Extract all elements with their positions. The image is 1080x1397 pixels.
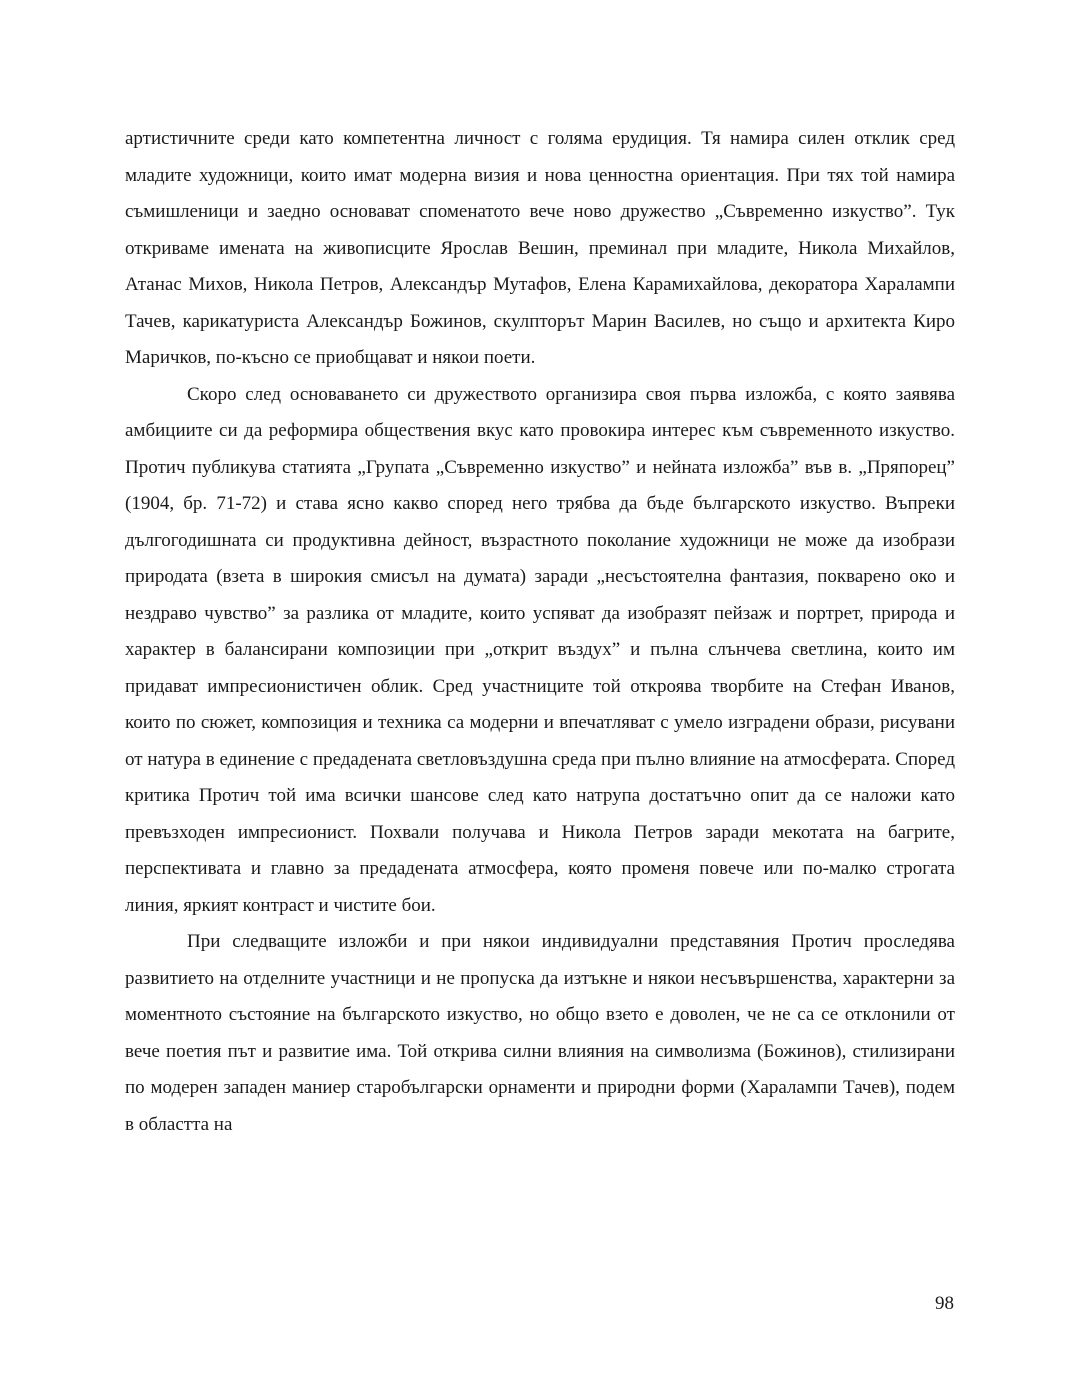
body-text [125, 121, 955, 1143]
page-number: 98 [935, 1293, 954, 1314]
paragraph-3: При следващите изложби и при някои индивидуални представяния Протич проследява развитието на отделните участници и не пропуска да изтъкне и някои несъвършенства, характерни за моментното състояние на българското изкуство, но общо взето е доволен, че не са се отклонили от вече поетия път и развитие има. Той открива силни влияния на символизма (Божинов), стилизирани по модерен западен маниер старобългарски орнаменти и природни форми (Харалампи Тачев), подем в областта на [125, 931, 955, 1135]
paragraph-2: Скоро след основаването си дружеството организира своя първа изложба, с която заявява амбициите си да реформира обществения вкус като провокира интерес към съвременното изкуство. Протич публикува статията „Групата „Съвременно изкуство” и нейната изложба” във в. „Пряпорец” (1904, бр. 71-72) и става ясно какво според него трябва да бъде българското изкуство. Въпреки дългогодишната си продуктивна дейност, възрастното поколание художници не може да изобрази природата (взета в широкия смисъл на думата) заради „несъстоятелна фантазия, покварено око и нездраво чувство” за разлика от младите, които успяват да изобразят пейзаж и портрет, природа и характер в балансирани композиции при „открит въздух” и пълна слънчева светлина, които им придават импресионистичен облик. Сред участниците той откроява творбите на Стефан Иванов, които по сюжет, композиция и техника са модерни и впечатляват с умело изградени образи, рисувани от натура в единение с предадената светловъздушна среда при пълно влияние на атмосферата. Според критика Протич той има всички шансове след като натрупа достатъчно опит да се наложи като превъзходен импресионист. Похвали получава и Никола Петров заради мекотата на багрите, перспективата и главно за предадената атмосфера, която променя повече или по-малко строгата линия, яркият контраст и чистите бои. [125, 383, 955, 916]
paragraph-1: артистичните среди като компетентна личност с голяма ерудиция. Тя намира силен отклик сред младите художници, които имат модерна визия и нова ценностна ориентация. При тях той намира съмишленици и заедно основават споменатото вече ново дружество „Съвременно изкуство”. Тук откриваме имената на живописците Ярослав Вешин, преминал при младите, Никола Михайлов, Атанас Михов, Никола Петров, Александър Мутафов, Елена Карамихайлова, декоратора Харалампи Тачев, карикатуриста Александър Божинов, скулпторът Марин Василев, но също и архитекта Киро Маричков, по-късно се приобщават и някои поети. [125, 128, 955, 368]
